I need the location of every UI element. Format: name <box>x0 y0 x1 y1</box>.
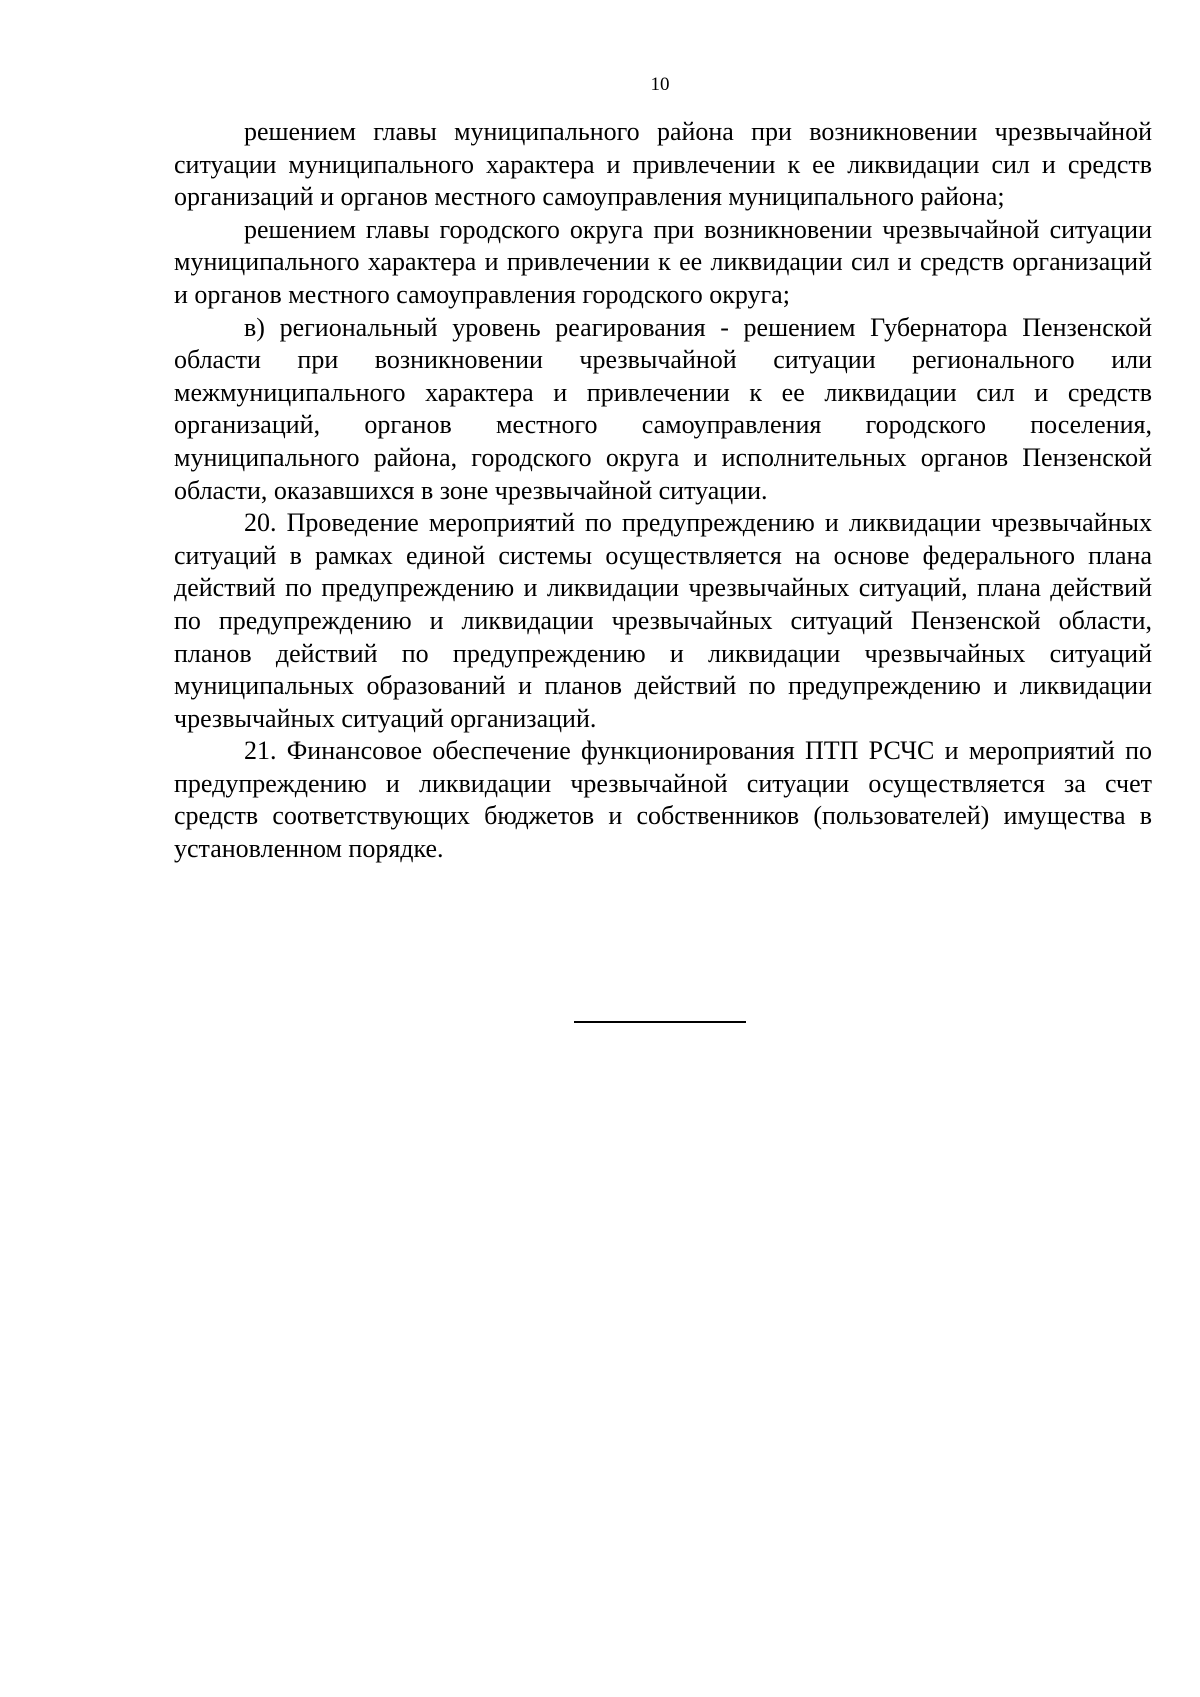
document-body <box>174 116 1152 866</box>
paragraph-municipal-district: решением главы муниципального района при возникновении чрезвычайной ситуации муниципального характера и привлечении к ее ликвидации сил и средств организаций и органов местного самоуправления муниципального района; <box>174 117 1152 212</box>
paragraph-item-20: 20. Проведение мероприятий по предупреждению и ликвидации чрезвычайных ситуаций в рамках единой системы осуществляется на основе федерального плана действий по предупреждению и ликвидации чрезвычайных ситуаций, плана действий по предупреждению и ликвидации чрезвычайных ситуаций Пензенской области, планов действий по предупреждению и ликвидации чрезвычайных ситуаций муниципальных образований и планов действий по предупреждению и ликвидации чрезвычайных ситуаций организаций. <box>174 508 1152 733</box>
paragraph-regional-level: в) региональный уровень реагирования - решением Губернатора Пензенской области при возникновении чрезвычайной ситуации регионального или межмуниципального характера и привлечении к ее ликвидации сил и средств организаций, органов местного самоуправления городского поселения, муниципального района, городского округа и исполнительных органов Пензенской области, оказавшихся в зоне чрезвычайной ситуации. <box>174 312 1152 505</box>
paragraph-city-district: решением главы городского округа при возникновении чрезвычайной ситуации муниципального характера и привлечении к ее ликвидации сил и средств организаций и органов местного самоуправления городского округа; <box>174 214 1152 309</box>
paragraph-item-21: 21. Финансовое обеспечение функционирования ПТП РСЧС и мероприятий по предупреждению и ликвидации чрезвычайной ситуации осуществляется за счет средств соответствующих бюджетов и собственников (пользователей) имущества в установленном порядке. <box>174 736 1152 864</box>
document-end-rule <box>574 1021 746 1023</box>
page-number: 10 <box>650 74 670 95</box>
